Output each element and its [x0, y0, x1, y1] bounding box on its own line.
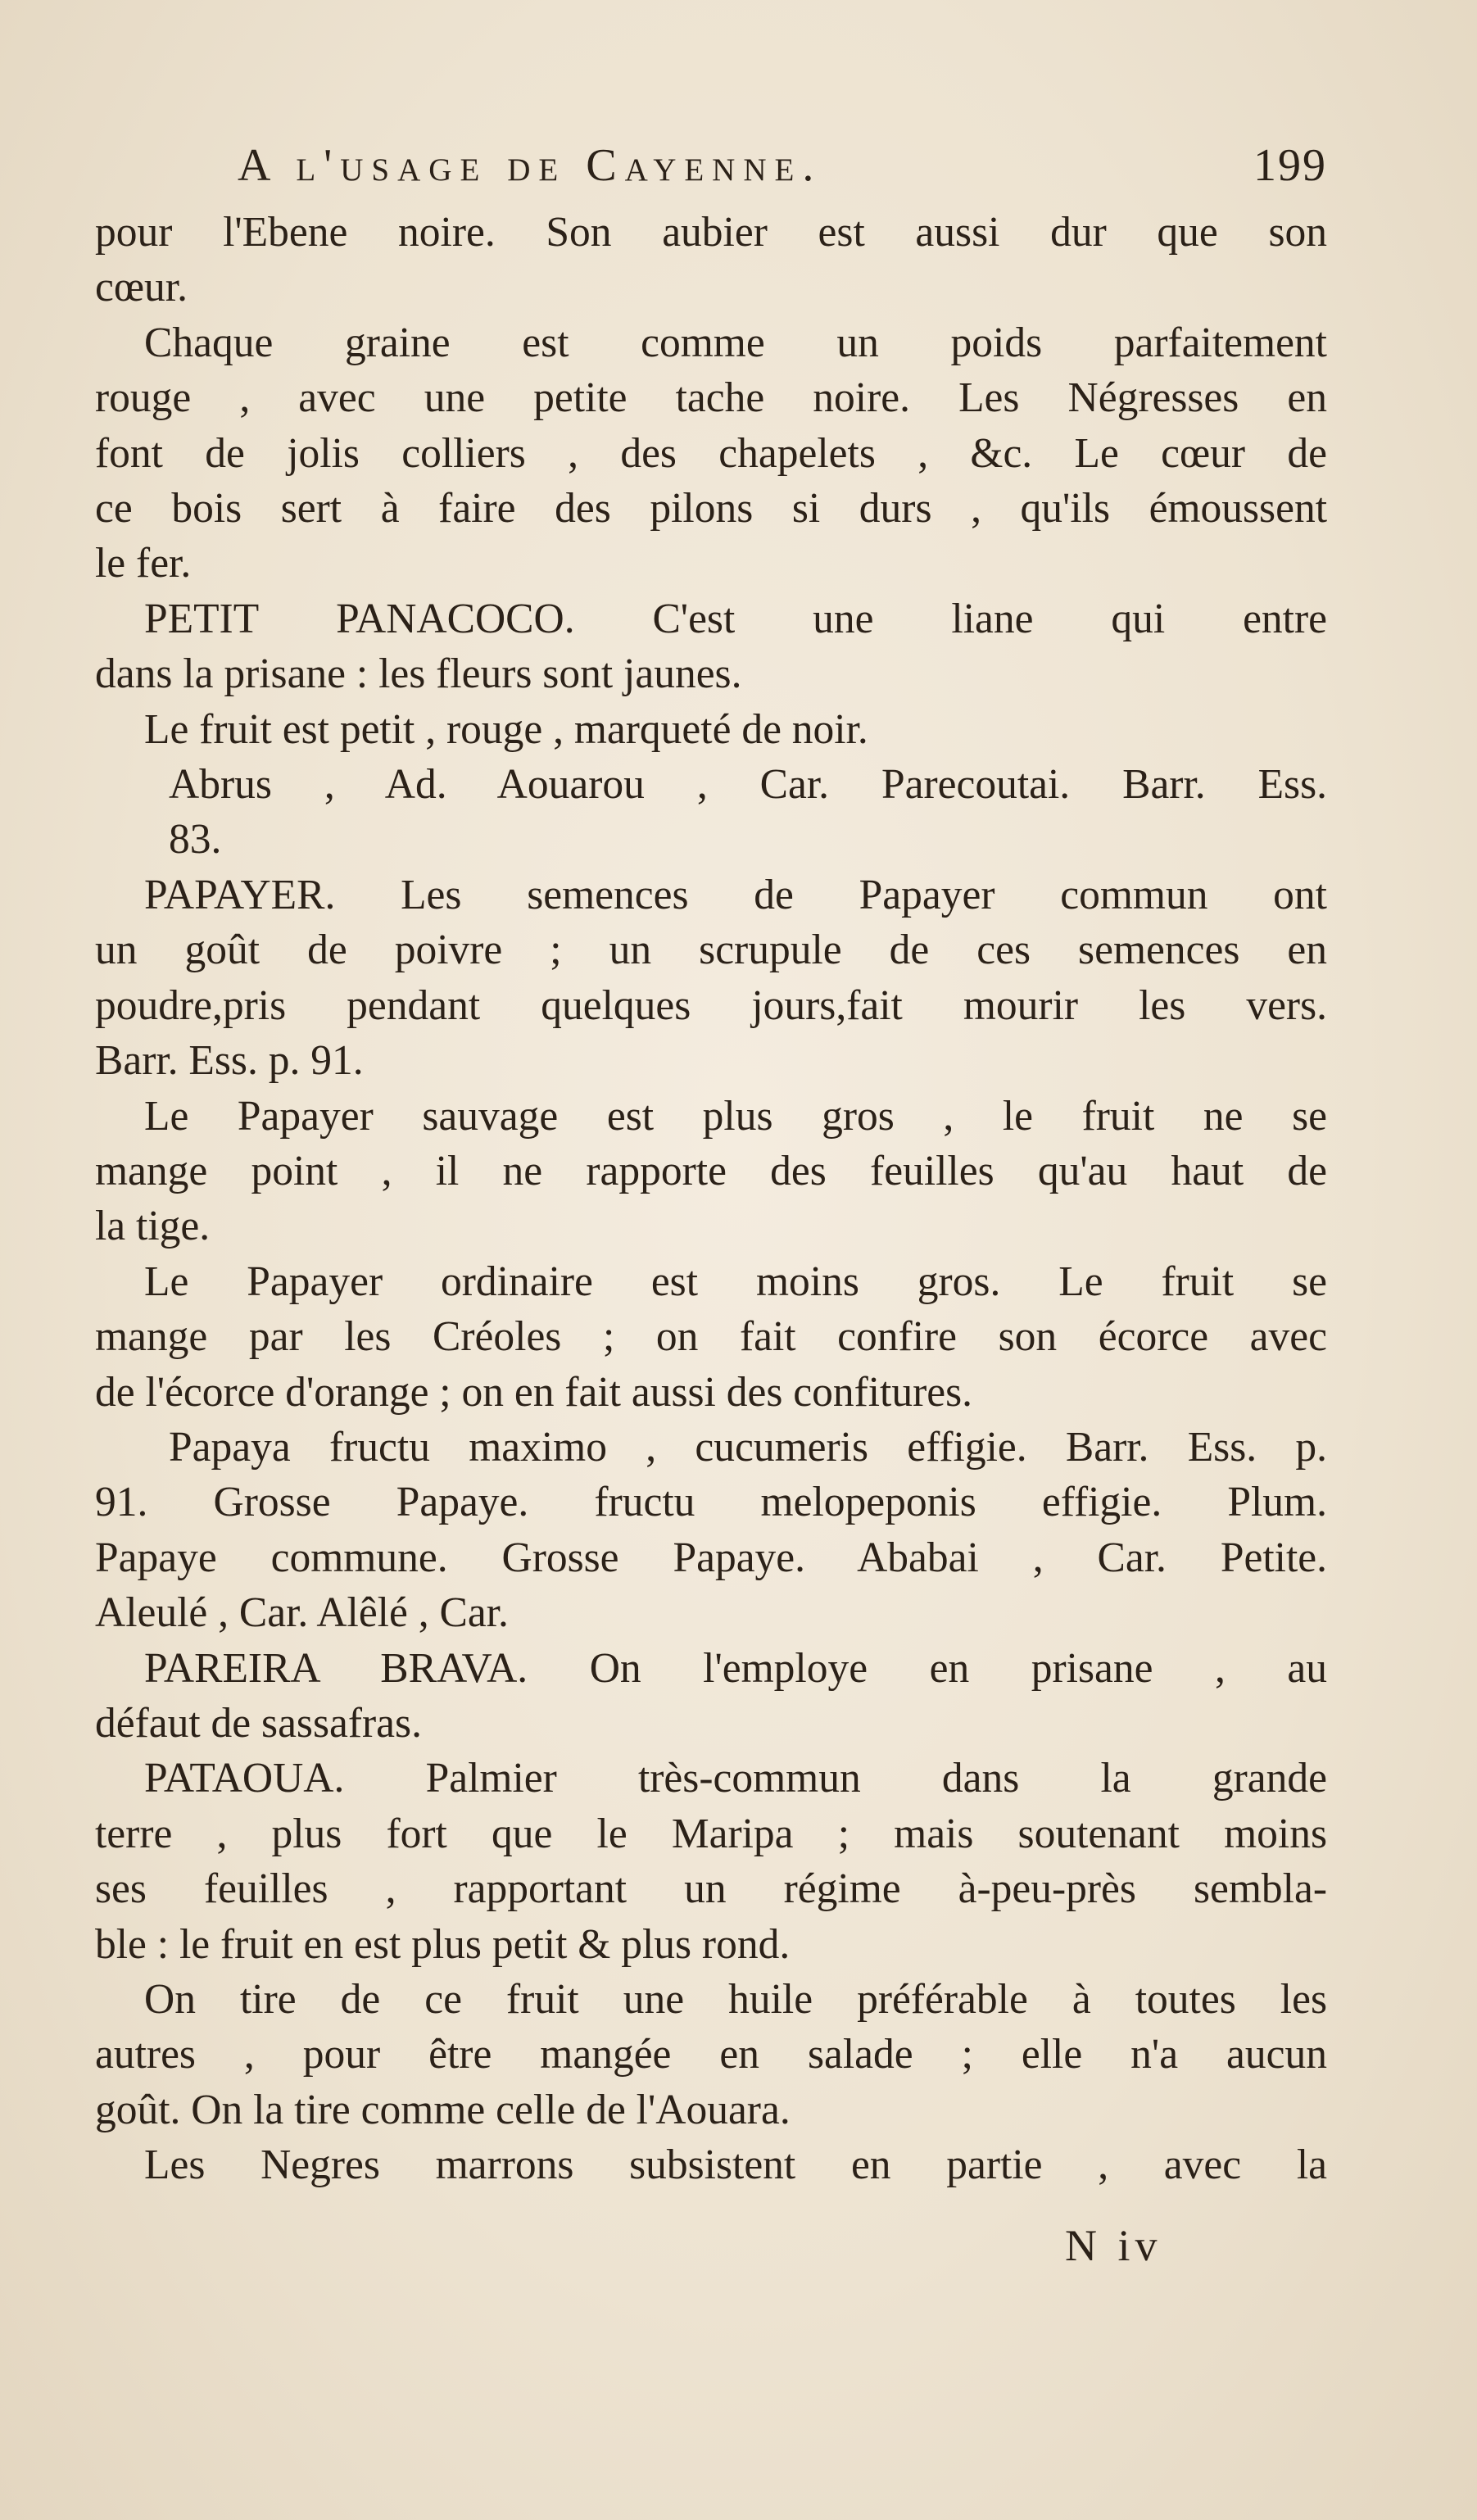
text-line: PAPAYER. Les semences de Papayer commun ont [144, 871, 1327, 918]
text-line: PAREIRA BRAVA. On l'employe en prisane , au [144, 1644, 1327, 1692]
text-line: 83. [169, 816, 222, 863]
page-body [95, 205, 1327, 2193]
text-line: ses feuilles , rapportant un régime à-peu-près sembla- [95, 1865, 1327, 1913]
page-header [238, 139, 1327, 213]
text-line: PETIT PANACOCO. C'est une liane qui entre [144, 595, 1327, 642]
text-line: Chaque graine est comme un poids parfaitement [144, 319, 1327, 366]
text-line: Les Negres marrons subsistent en partie , avec la [144, 2142, 1327, 2189]
text-line: poudre,pris pendant quelques jours,fait mourir les vers. [95, 981, 1327, 1029]
text-line: Abrus , Ad. Aouarou , Car. Parecoutai. Barr. Ess. [169, 761, 1327, 809]
text-line: cœur. [95, 264, 188, 311]
text-line: pour l'Ebene noire. Son aubier est aussi dur que son [95, 209, 1327, 256]
text-line: Papaya fructu maximo , cucumeris effigie. Barr. Ess. p. [169, 1423, 1327, 1471]
text-line: Le Papayer sauvage est plus gros , le fruit ne se [144, 1092, 1327, 1140]
text-line: Le Papayer ordinaire est moins gros. Le fruit se [144, 1258, 1327, 1305]
text-line: Papaye commune. Grosse Papaye. Ababai , Car. Petite. [95, 1534, 1327, 1581]
text-line: rouge , avec une petite tache noire. Les Négresses en [95, 374, 1327, 422]
text-line: Barr. Ess. p. 91. [95, 1037, 364, 1085]
text-line: On tire de ce fruit une huile préférable à toutes les [144, 1976, 1327, 2023]
text-line: 91. Grosse Papaye. fructu melopeponis effigie. Plum. [95, 1479, 1327, 1526]
signature-mark: N iv [1065, 2221, 1162, 2270]
text-line: de l'écorce d'orange ; on en fait aussi des confitures. [95, 1368, 973, 1416]
text-line: défaut de sassafras. [95, 1699, 422, 1747]
text-line: dans la prisane : les fleurs sont jaunes. [95, 650, 742, 698]
text-line: un goût de poivre ; un scrupule de ces semences en [95, 927, 1327, 974]
text-line: ble : le fruit en est plus petit & plus rond. [95, 1920, 791, 1968]
text-line: Aleulé , Car. Alêlé , Car. [95, 1589, 509, 1637]
page-number: 199 [1253, 140, 1327, 191]
text-line: mange point , il ne rapporte des feuilles qu'au haut de [95, 1147, 1327, 1194]
text-line: mange par les Créoles ; on fait confire son écorce avec [95, 1313, 1327, 1361]
text-line: font de jolis colliers , des chapelets , &c. Le cœur de [95, 429, 1327, 477]
text-line: le fer. [95, 540, 192, 587]
text-line: la tige. [95, 1203, 211, 1250]
text-line: ce bois sert à faire des pilons si durs , qu'ils émoussent [95, 485, 1327, 533]
text-line: PATAOUA. Palmier très-commun dans la grande [144, 1755, 1327, 1802]
text-line: goût. On la tire comme celle de l'Aouara. [95, 2086, 791, 2133]
text-line: terre , plus fort que le Maripa ; mais soutenant moins [95, 1810, 1327, 1857]
text-line: autres , pour être mangée en salade ; elle n'a aucun [95, 2031, 1327, 2078]
text-line: Le fruit est petit , rouge , marqueté de noir. [144, 705, 868, 753]
running-title: A l'usage de Cayenne. [238, 140, 822, 191]
